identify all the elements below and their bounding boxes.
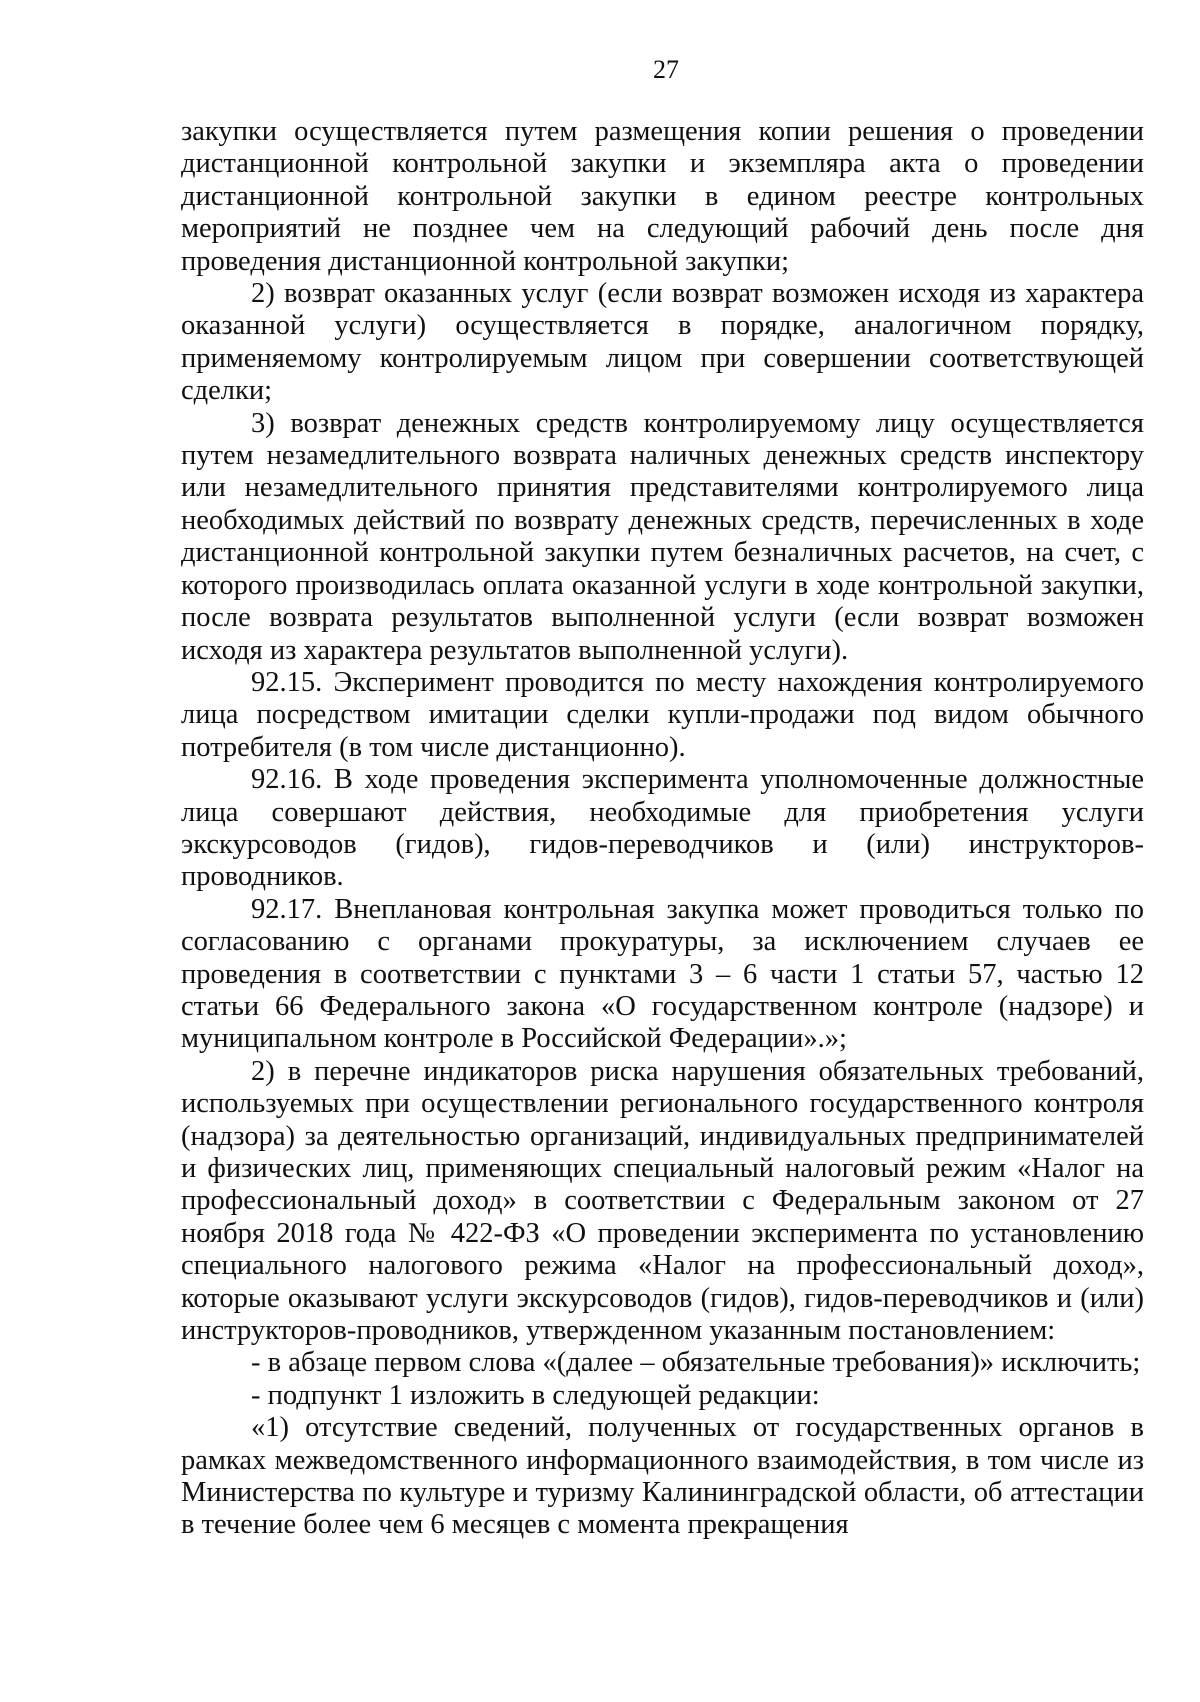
paragraph-return-of-funds: 3) возврат денежных средств контролируемому лицу осуществляется путем незамедлительного возврата наличных денежных средств инспектору или незамедлительного принятия представителями контролируемого лица необходимых действий по возврату денежных средств, перечисленных в ходе дистанционной контрольной закупки путем безналичных расчетов, на счет, с которого производилась оплата оказанной услуги в ходе контрольной закупки, после возврата результатов выполненной услуги (если возврат возможен исходя из характера результатов выполненной услуги). (181, 407, 1144, 666)
paragraph-risk-indicators: 2) в перечне индикаторов риска нарушения обязательных требований, используемых при осуществлении регионального государственного контроля (надзора) за деятельностью организаций, индивидуальных предпринимателей и физических лиц, применяющих специальный налоговый режим «Налог на профессиональный доход» в соответствии с Федеральным законом от 27 ноября 2018 года № 422-ФЗ «О проведении эксперимента по установлению специального налогового режима «Налог на профессиональный доход», которые оказывают услуги экскурсоводов (гидов), гидов-переводчиков и (или) инструкторов-проводников, утвержденном указанным постановлением: (181, 1055, 1144, 1347)
paragraph-92-16: 92.16. В ходе проведения эксперимента уполномоченные должностные лица совершают действия, необходимые для приобретения услуги экскурсоводов (гидов), гидов-переводчиков и (или) инструкторов-проводников. (181, 764, 1144, 893)
paragraph-subpoint-1-intro: - подпункт 1 изложить в следующей редакции: (251, 1379, 820, 1411)
document-body (181, 116, 1144, 1542)
paragraph-subpoint-1-text: «1) отсутствие сведений, полученных от государственных органов в рамках межведомственного информационного взаимодействия, в том числе из Министерства по культуре и туризму Калининградской области, об аттестации в течение более чем 6 месяцев с момента прекращения (181, 1412, 1144, 1541)
paragraph-92-17: 92.17. Внеплановая контрольная закупка может проводиться только по согласованию с органами прокуратуры, за исключением случаев ее проведения в соответствии с пунктами 3 – 6 части 1 статьи 57, частью 12 статьи 66 Федерального закона «О государственном контроле (надзоре) и муниципальном контроле в Российской Федерации».»; (181, 893, 1144, 1055)
page-number: 27 (653, 55, 679, 84)
paragraph-exclude-words: - в абзаце первом слова «(далее – обязательные требования)» исключить; (251, 1347, 1141, 1379)
paragraph-return-of-services: 2) возврат оказанных услуг (если возврат возможен исходя из характера оказанной услуги) осуществляется в порядке, аналогичном порядку, применяемому контролируемым лицом при совершении соответствующей сделки; (181, 278, 1144, 407)
paragraph-92-15: 92.15. Эксперимент проводится по месту нахождения контролируемого лица посредством имитации сделки купли-продажи под видом обычного потребителя (в том числе дистанционно). (181, 666, 1144, 763)
paragraph-continuation: закупки осуществляется путем размещения копии решения о проведении дистанционной контрольной закупки и экземпляра акта о проведении дистанционной контрольной закупки в едином реестре контрольных мероприятий не позднее чем на следующий рабочий день после дня проведения дистанционной контрольной закупки; (181, 116, 1144, 277)
